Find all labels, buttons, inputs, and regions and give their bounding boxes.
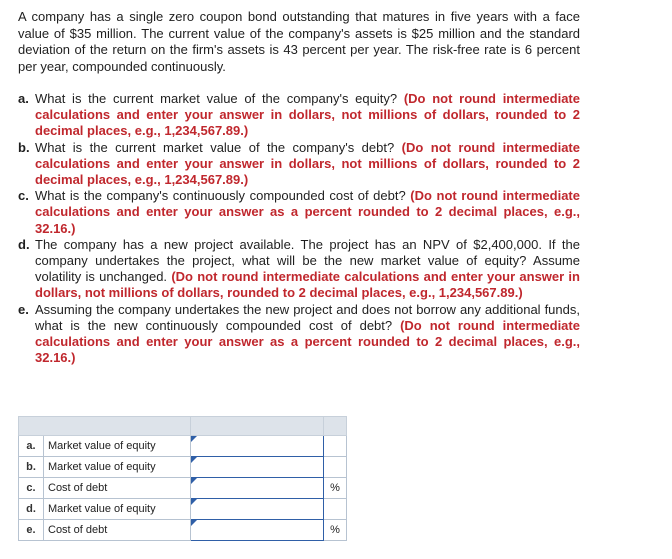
answer-letter: d. bbox=[19, 499, 44, 520]
input-marker-icon bbox=[191, 457, 197, 463]
question-text: The company has a new project available. The project has an NPV of $2,400,000. If the company undertakes the project, what will be the new market value of equity? Assume volatility is unchanged. bbox=[35, 236, 580, 285]
answer-label: Market value of equity bbox=[44, 436, 191, 457]
answer-table-header bbox=[19, 417, 347, 436]
problem-intro: A company has a single zero coupon bond outstanding that matures in five years with a face value of $35 million. The current value of the company's assets is $25 million and the standard deviation of the return on the firm's assets is 43 percent per year. The risk-free rate is 6 percent per year, compounded continuously. bbox=[18, 9, 580, 74]
answer-row-e bbox=[19, 520, 347, 541]
percent-unit: % bbox=[324, 520, 347, 541]
answer-row-b bbox=[19, 457, 347, 478]
question-b bbox=[18, 140, 580, 189]
question-letter: a. bbox=[18, 91, 29, 106]
question-text: Assuming the company undertakes the new project and does not borrow any additional funds, what is the new continuously compounded cost of debt? bbox=[35, 301, 580, 333]
question-letter: d. bbox=[18, 236, 30, 252]
question-instruction: (Do not round intermediate calculations and enter your answer in dollars, not millions of dollars, rounded to 2 decimal places, e.g., 1,234,567.89.) bbox=[35, 91, 580, 139]
question-e bbox=[18, 302, 580, 367]
question-d bbox=[18, 237, 580, 302]
question-list bbox=[18, 91, 580, 366]
answer-label: Cost of debt bbox=[44, 520, 191, 541]
cost-of-debt-input-c[interactable] bbox=[191, 478, 324, 499]
answer-label: Market value of equity bbox=[44, 457, 191, 478]
input-marker-icon bbox=[191, 520, 197, 526]
answer-row-a bbox=[19, 436, 347, 457]
question-instruction: (Do not round intermediate calculations and enter your answer as a percent rounded to 2 decimal places, e.g., 32.16.) bbox=[35, 317, 580, 366]
question-text: What is the company's continuously compounded cost of debt? bbox=[35, 188, 406, 204]
input-marker-icon bbox=[191, 436, 197, 442]
equity-value-input-b[interactable] bbox=[191, 457, 324, 478]
answer-row-c bbox=[19, 478, 347, 499]
answer-letter: a. bbox=[19, 436, 44, 457]
question-instruction: (Do not round intermediate calculations and enter your answer in dollars, not millions of dollars, rounded to 2 decimal places, e.g., 1,234,567.89.) bbox=[35, 139, 580, 188]
percent-unit: % bbox=[324, 478, 347, 499]
answer-table bbox=[18, 416, 347, 541]
equity-value-input-a[interactable] bbox=[191, 436, 324, 457]
input-marker-icon bbox=[191, 478, 197, 484]
cost-of-debt-input-e[interactable] bbox=[191, 520, 324, 541]
question-text: What is the current market value of the company's debt? bbox=[35, 139, 395, 155]
answer-letter: b. bbox=[19, 457, 44, 478]
question-letter: e. bbox=[18, 301, 29, 317]
question-a bbox=[18, 91, 580, 140]
question-letter: c. bbox=[18, 188, 29, 204]
question-instruction: (Do not round intermediate calculations and enter your answer in dollars, not millions of dollars, rounded to 2 decimal places, e.g., 1,234,567.89.) bbox=[35, 269, 580, 301]
answer-letter: c. bbox=[19, 478, 44, 499]
question-c bbox=[18, 188, 580, 237]
equity-value-input-d[interactable] bbox=[191, 499, 324, 520]
question-instruction: (Do not round intermediate calculations and enter your answer as a percent rounded to 2 decimal places, e.g., 32.16.) bbox=[35, 188, 580, 236]
answer-unit bbox=[324, 499, 347, 520]
answer-label: Cost of debt bbox=[44, 478, 191, 499]
answer-unit bbox=[324, 436, 347, 457]
question-text: What is the current market value of the company's equity? bbox=[35, 91, 398, 106]
answer-row-d bbox=[19, 499, 347, 520]
question-letter: b. bbox=[18, 139, 30, 155]
answer-unit bbox=[324, 457, 347, 478]
answer-letter: e. bbox=[19, 520, 44, 541]
answer-label: Market value of equity bbox=[44, 499, 191, 520]
input-marker-icon bbox=[191, 499, 197, 505]
